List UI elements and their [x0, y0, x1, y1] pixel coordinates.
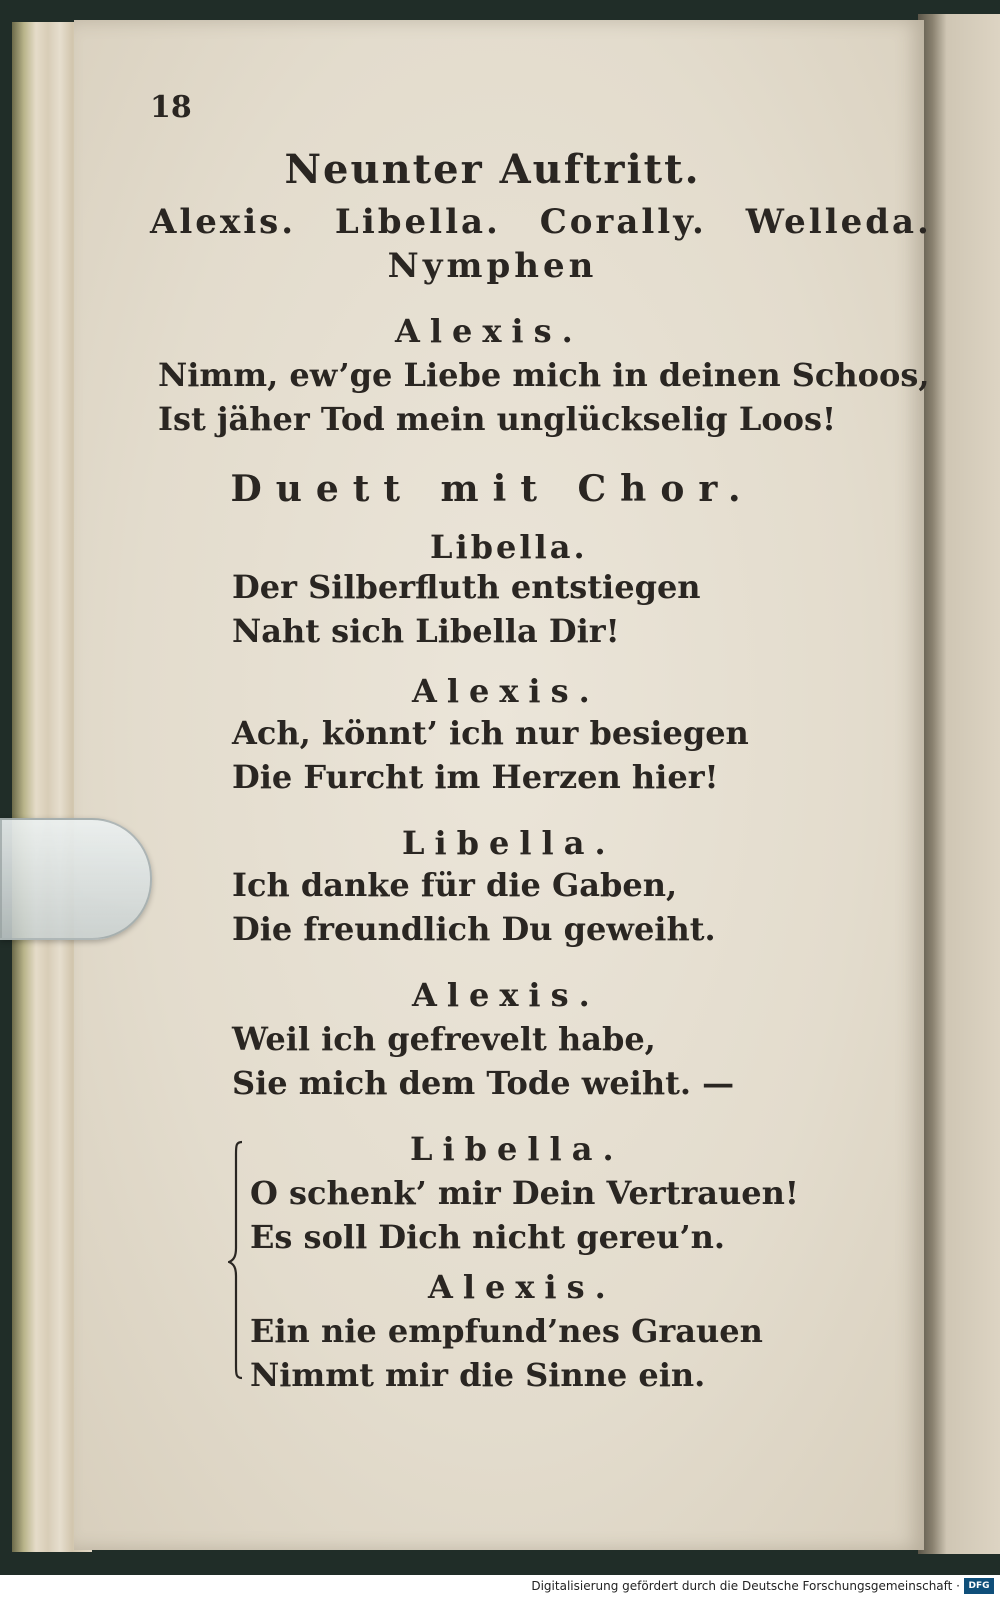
verse-line: Ach, könnt’ ich nur besiegen [232, 714, 749, 752]
verse-line: Ich danke für die Gaben, [232, 866, 678, 904]
verse-line: Sie mich dem Tode weiht. — [232, 1064, 735, 1102]
verse-line: Ist jäher Tod mein unglückselig Loos! [158, 400, 837, 438]
page-number: 18 [150, 90, 192, 125]
verse-line: Naht sich Libella Dir! [232, 612, 620, 650]
verse-line: Der Silberfluth entstiegen [232, 568, 701, 606]
funding-credit: Digitalisierung gefördert durch die Deutsche Forschungsgemeinschaft · [531, 1579, 960, 1593]
facing-page-edge [918, 14, 1000, 1554]
footer-bar [0, 1575, 1000, 1598]
page-holder-clip [0, 818, 152, 940]
duet-brace [228, 1140, 244, 1380]
verse-line: Weil ich gefrevelt habe, [232, 1020, 656, 1058]
speaker-name: Libella. [410, 1130, 624, 1168]
speaker-name: Alexis. [428, 1268, 616, 1306]
verse-line: Ein nie empfund’nes Grauen [250, 1312, 763, 1350]
scene-heading: Neunter Auftritt. [284, 146, 701, 193]
verse-line: Es soll Dich nicht gereu’n. [250, 1218, 726, 1256]
verse-line: Nimm, ew’ge Liebe mich in deinen Schoos, [158, 356, 930, 394]
dfg-logo: DFG [964, 1578, 994, 1594]
verse-line: Die Furcht im Herzen hier! [232, 758, 719, 796]
cast-list: Alexis. Libella. Corally. Welleda. [150, 202, 932, 242]
speaker-name: Alexis. [395, 312, 583, 350]
verse-line: O schenk’ mir Dein Vertrauen! [250, 1174, 799, 1212]
speaker-name: Alexis. [412, 976, 600, 1014]
verse-line: Nimmt mir die Sinne ein. [250, 1356, 706, 1394]
speaker-name: Libella. [402, 824, 616, 862]
cast-list-nymphs: Nymphen [387, 246, 598, 286]
section-heading: Duett mit Chor. [230, 468, 755, 510]
speaker-name: Alexis. [412, 672, 600, 710]
verse-line: Die freundlich Du geweiht. [232, 910, 716, 948]
speaker-name: Libella. [430, 528, 588, 566]
